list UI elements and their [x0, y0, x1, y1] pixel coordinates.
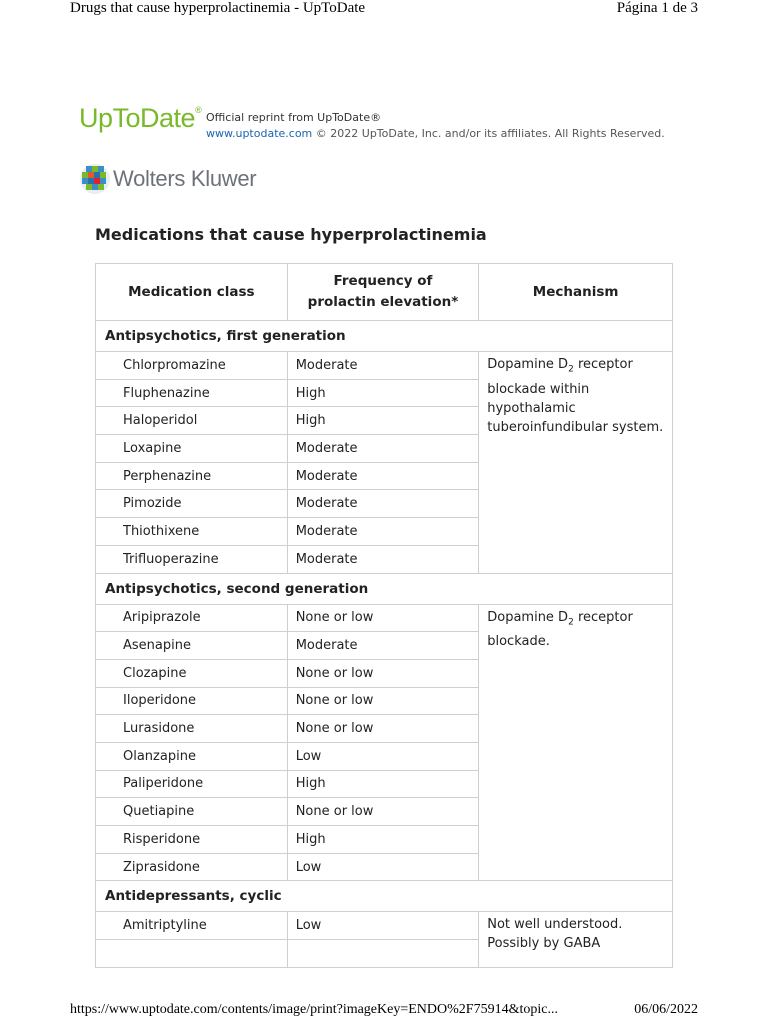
section-row	[96, 321, 673, 352]
frequency-value: None or low	[287, 798, 479, 826]
frequency-value	[287, 940, 479, 968]
medication-name: Thiothixene	[96, 518, 288, 546]
uptodate-logo	[79, 103, 201, 134]
print-footer	[70, 1002, 698, 1022]
mechanism-text-part: Dopamine D	[487, 609, 569, 625]
medication-name: Lurasidone	[96, 715, 288, 743]
table-row	[96, 912, 673, 940]
frequency-value: None or low	[287, 687, 479, 715]
frequency-value: Moderate	[287, 518, 479, 546]
copyright-line	[206, 126, 665, 142]
mechanism-text	[479, 912, 673, 967]
section-row	[96, 573, 673, 604]
uptodate-link[interactable]: www.uptodate.com	[206, 127, 313, 140]
header-frequency-line2: prolactin elevation*	[307, 294, 459, 310]
frequency-value: Moderate	[287, 490, 479, 518]
table-row	[96, 604, 673, 632]
print-header	[70, 0, 698, 20]
frequency-value: None or low	[287, 659, 479, 687]
frequency-value: High	[287, 379, 479, 407]
mechanism-text-part: receptor blockade.	[487, 609, 633, 650]
frequency-value: Moderate	[287, 435, 479, 463]
medication-name: Fluphenazine	[96, 379, 288, 407]
frequency-value: High	[287, 407, 479, 435]
medication-name: Risperidone	[96, 826, 288, 854]
medication-name: Trifluoperazine	[96, 545, 288, 573]
page-title: Medications that cause hyperprolactinemia	[95, 225, 487, 244]
print-url: https://www.uptodate.com/contents/image/print?imageKey=ENDO%2F75914&topic...	[70, 1002, 558, 1017]
medication-name: Quetiapine	[96, 798, 288, 826]
reprint-line: Official reprint from UpToDate®	[206, 111, 382, 124]
uptodate-logo-text: UpToDate	[79, 103, 196, 133]
frequency-value: Moderate	[287, 352, 479, 380]
frequency-value: High	[287, 770, 479, 798]
mechanism-subscript: 2	[568, 617, 574, 628]
header-medication-class: Medication class	[96, 264, 288, 321]
frequency-value: Low	[287, 912, 479, 940]
medications-table	[95, 263, 673, 968]
medication-name: Aripiprazole	[96, 604, 288, 632]
mechanism-text-part: Not well understood. Possibly by GABA	[487, 917, 623, 952]
wolters-kluwer-mark-icon	[79, 163, 111, 195]
frequency-value: High	[287, 826, 479, 854]
medication-name: Ziprasidone	[96, 853, 288, 881]
medication-name: Clozapine	[96, 659, 288, 687]
frequency-value: None or low	[287, 715, 479, 743]
frequency-value: Moderate	[287, 462, 479, 490]
section-title: Antipsychotics, first generation	[96, 321, 673, 352]
section-row	[96, 881, 673, 912]
medication-name: Iloperidone	[96, 687, 288, 715]
section-title: Antidepressants, cyclic	[96, 881, 673, 912]
wolters-kluwer-wordmark: Wolters Kluwer	[113, 166, 257, 191]
header-frequency	[287, 264, 479, 321]
medication-name: Pimozide	[96, 490, 288, 518]
medication-name: Olanzapine	[96, 742, 288, 770]
mechanism-text	[479, 352, 673, 574]
print-date: 06/06/2022	[634, 1002, 698, 1017]
wolters-kluwer-logo	[79, 163, 279, 195]
page-number: Página 1 de 3	[616, 0, 698, 16]
mechanism-subscript: 2	[568, 364, 574, 375]
table-row	[96, 352, 673, 380]
medication-name: Amitriptyline	[96, 912, 288, 940]
frequency-value: None or low	[287, 604, 479, 632]
copyright-text: © 2022 UpToDate, Inc. and/or its affiliates. All Rights Reserved.	[312, 127, 665, 140]
medication-name: Loxapine	[96, 435, 288, 463]
frequency-value: Moderate	[287, 632, 479, 660]
section-title: Antipsychotics, second generation	[96, 573, 673, 604]
header-mechanism: Mechanism	[479, 264, 673, 321]
medication-name: Paliperidone	[96, 770, 288, 798]
medication-name: Perphenazine	[96, 462, 288, 490]
registered-mark: ®	[195, 105, 202, 115]
print-title: Drugs that cause hyperprolactinemia - UpToDate	[70, 0, 366, 16]
frequency-value: Low	[287, 853, 479, 881]
medication-name: Haloperidol	[96, 407, 288, 435]
frequency-value: Low	[287, 742, 479, 770]
mechanism-text-part: Dopamine D	[487, 357, 569, 372]
header-frequency-line1: Frequency of	[333, 273, 433, 289]
medication-name	[96, 940, 288, 968]
medication-name: Asenapine	[96, 632, 288, 660]
table-header-row	[96, 264, 673, 321]
medication-name: Chlorpromazine	[96, 352, 288, 380]
mechanism-text-part: receptor blockade within hypothalamic tuberoinfundibular system.	[487, 357, 664, 435]
frequency-value: Moderate	[287, 545, 479, 573]
mechanism-text	[479, 604, 673, 881]
reprint-notice	[206, 110, 665, 142]
